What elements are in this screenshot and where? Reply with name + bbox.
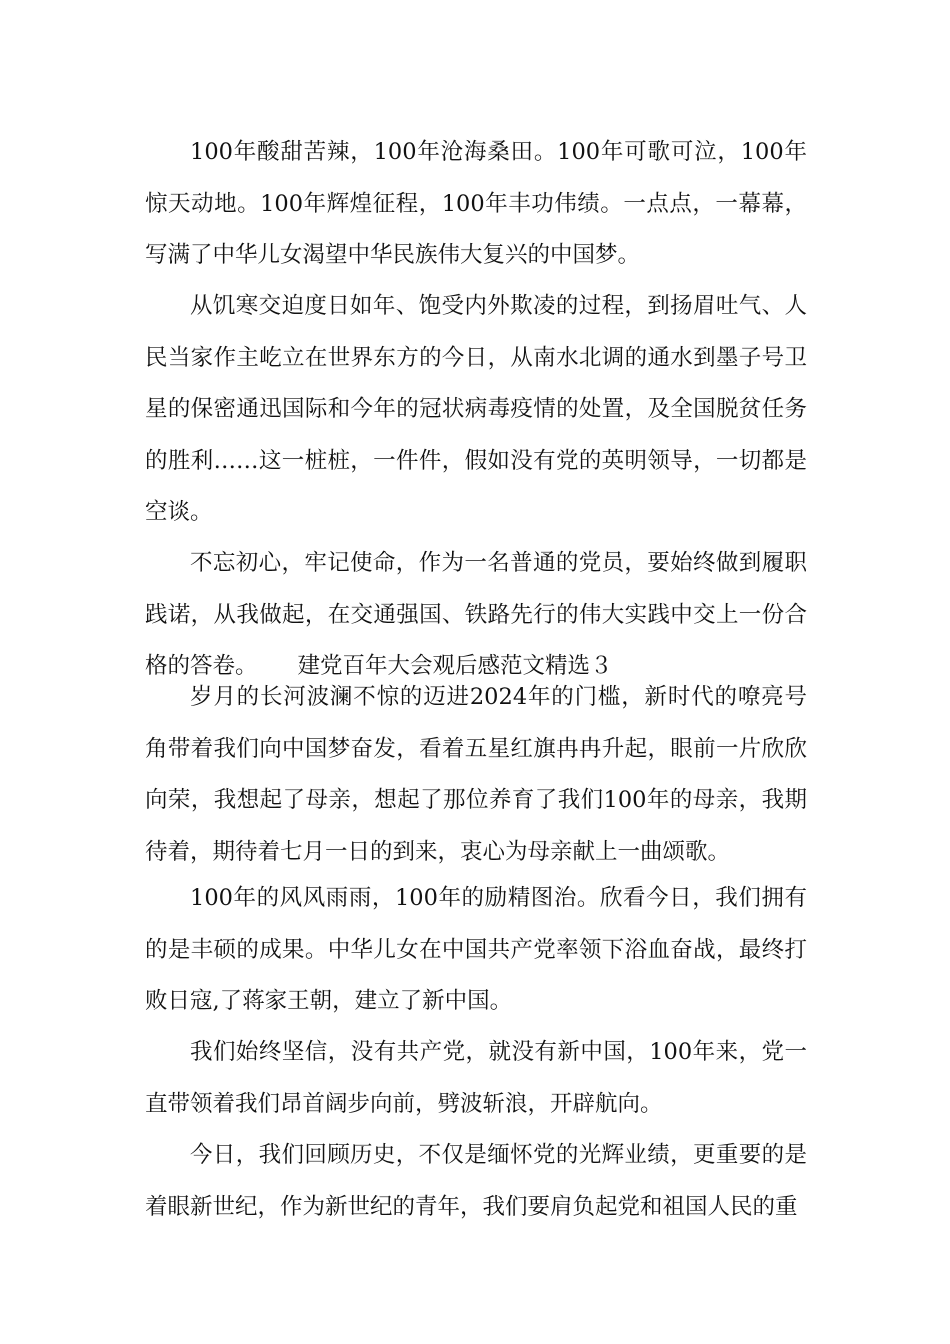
section-heading: 建党百年大会观后感范文精选３ xyxy=(297,653,613,679)
paragraph-3 xyxy=(145,538,807,693)
paragraph-4: 岁月的长河波澜不惊的迈进2024年的门槛，新时代的嘹亮号角带着我们向中国梦奋发，看着五星红旗冉冉升起，眼前一片欣欣向荣，我想起了母亲，想起了那位养育了我们100年的母亲，我期待着，期待着七月一日的到来，衷心为母亲献上一曲颂歌。 xyxy=(145,684,807,865)
paragraph-6: 我们始终坚信，没有共产党，就没有新中国，100年来，党一直带领着我们昂首阔步向前，劈波斩浪，开辟航向。 xyxy=(145,1039,807,1117)
paragraph-1: 100年酸甜苦辣，100年沧海桑田。100年可歌可泣，100年惊天动地。100年辉煌征程，100年丰功伟绩。一点点，一幕幕，写满了中华儿女渴望中华民族伟大复兴的中国梦。 xyxy=(145,139,807,268)
paragraph-3-text: 不忘初心，牢记使命，作为一名普通的党员，要始终做到履职践诺，从我做起，在交通强国、铁路先行的伟大实践中交上一份合格的答卷。 xyxy=(145,550,807,679)
paragraph-5: 100年的风风雨雨，100年的励精图治。欣看今日，我们拥有的是丰硕的成果。中华儿女在中国共产党率领下浴血奋战，最终打败日寇,了蒋家王朝，建立了新中国。 xyxy=(145,885,807,1014)
paragraph-2: 从饥寒交迫度日如年、饱受内外欺凌的过程，到扬眉吐气、人民当家作主屹立在世界东方的今日，从南水北调的通水到墨子号卫星的保密通迅国际和今年的冠状病毒疫情的处置，及全国脱贫任务的胜利……这一桩桩，一件件，假如没有党的英明领导，一切都是空谈。 xyxy=(145,293,807,525)
paragraph-7: 今日，我们回顾历史，不仅是缅怀党的光辉业绩，更重要的是着眼新世纪，作为新世纪的青年，我们要肩负起党和祖国人民的重 xyxy=(145,1142,807,1220)
